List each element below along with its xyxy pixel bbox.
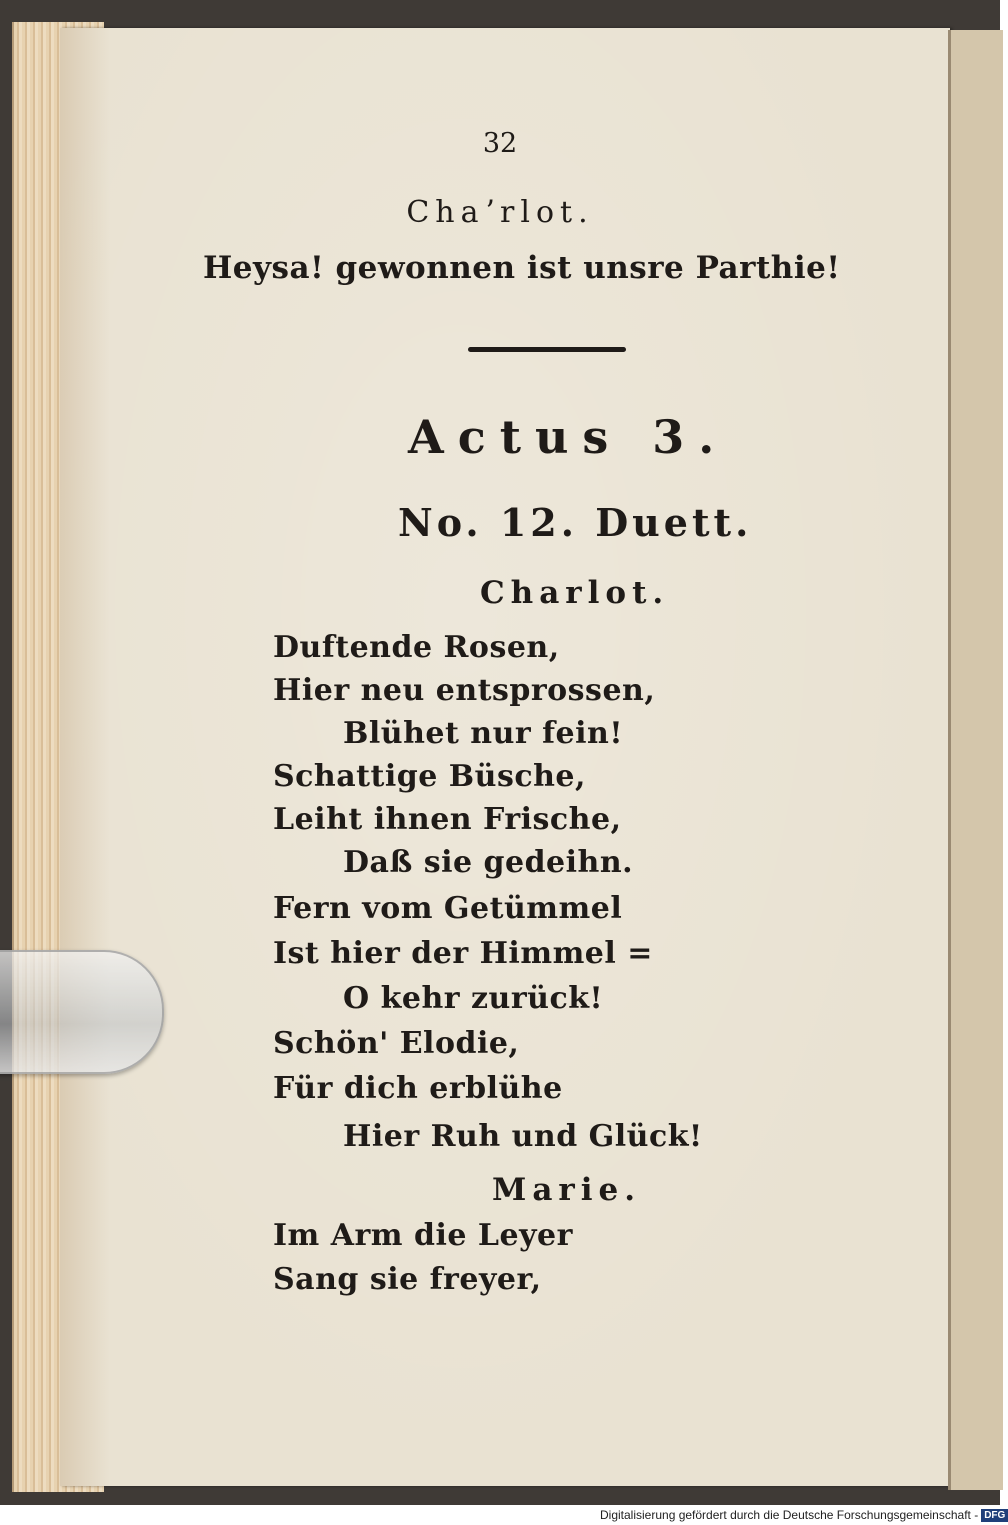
verse-line: Sang sie freyer,: [273, 1262, 542, 1297]
speaker-charlot-intro: Chaʼrlot.: [406, 195, 594, 230]
verse-line: Ist hier der Himmel =: [273, 936, 653, 971]
intro-line: Heysa! gewonnen ist unsre Parthie!: [203, 250, 841, 286]
verse-line: Für dich erblühe: [273, 1071, 563, 1106]
verse-line: Schön' Elodie,: [273, 1026, 520, 1061]
verse-line: Schattige Büsche,: [273, 759, 586, 794]
verse-line: Hier Ruh und Glück!: [343, 1119, 703, 1154]
verse-line: Im Arm die Leyer: [273, 1218, 573, 1253]
speaker-marie: Marie.: [492, 1172, 642, 1208]
verse-line: Leiht ihnen Frische,: [273, 802, 622, 837]
verse-line: Fern vom Getümmel: [273, 891, 623, 926]
section-divider-rule: [468, 347, 626, 352]
credit-text: Digitalisierung gefördert durch die Deutsche Forschungsgemeinschaft -: [600, 1508, 979, 1522]
page-number: 32: [482, 128, 518, 159]
number-heading: No. 12. Duett.: [398, 500, 753, 545]
dfg-logo: DFG: [981, 1509, 1008, 1522]
verse-line: Daß sie gedeihn.: [343, 845, 634, 880]
verse-line: Hier neu entsprossen,: [273, 673, 656, 708]
digitization-credit: [600, 1508, 1006, 1525]
page-holder-clip: [0, 950, 164, 1074]
verse-line: Duftende Rosen,: [273, 630, 560, 665]
verse-line: Blühet nur fein!: [343, 716, 624, 751]
speaker-charlot: Charlot.: [480, 575, 670, 611]
act-heading: Actus 3.: [408, 410, 729, 464]
facing-page-edge: [948, 30, 1003, 1490]
verse-line: O kehr zurück!: [343, 981, 604, 1016]
